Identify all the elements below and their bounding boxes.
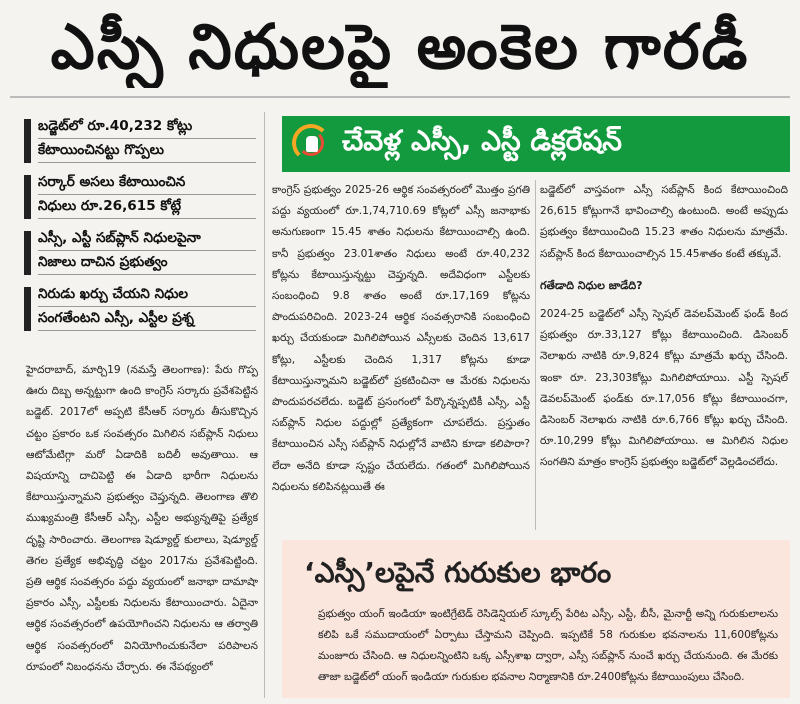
headline-divider <box>10 96 790 98</box>
subhead-line: బడ్జెట్‌లో రూ.40,232 కోట్లు <box>38 115 256 139</box>
subhead-line: ఎస్సీ, ఎస్టీ సబ్‌ప్లాన్ నిధులపైనా <box>38 227 256 251</box>
article-column-3 <box>540 180 788 474</box>
subhead-line: కేటాయించినట్టు గొప్పలు <box>38 139 256 163</box>
article-column-1 <box>26 360 258 678</box>
section-heading: గతేడాది నిధుల జాడేది? <box>540 278 643 292</box>
subhead-line: నిరుడు ఖర్చు చేయని నిధుల <box>38 283 256 307</box>
subhead-line: సంగతేంటని ఎస్సీ, ఎస్టీల ప్రశ్న <box>38 307 256 331</box>
column-divider <box>264 112 265 698</box>
subhead-4 <box>24 280 256 336</box>
column-divider <box>535 180 536 530</box>
subhead-3 <box>24 224 256 280</box>
subhead-1 <box>24 112 256 168</box>
paragraph: 2024-25 బడ్జెట్‌లో ఎస్సీ స్పెషల్ డెవలప్‌మెంట్ ఫండ్ కింద ప్రభుత్వం రూ.33,127 కోట్లు కేటాయించింది. డిసెంబర్ నెలాఖరు నాటికి రూ.9,824 కోట్లు మాత్రమే ఖర్చు చేసింది. ఇంకా రూ. 23,303కోట్లు మిగిలిపోయాయి. ఎస్టీ స్పెషల్ డెవలప్‌మెంట్ ఫండ్‌కు రూ.17,056 కోట్లు కేటాయించగా, డిసెంబర్ నెలాఖరు నాటికి రూ.6,766 కోట్లు ఖర్చు చేసింది. రూ.10,299 కోట్లు మిగిలిపోయాయి. ఆ మిగిలిన నిధుల సంగతిని మాత్రం కాంగ్రెస్ ప్రభుత్వం బడ్జెట్‌లో వెల్లడించలేదు. <box>540 308 788 469</box>
paragraph: బడ్జెట్‌లో వాస్తవంగా ఎస్సీ సబ్‌ప్లాన్ కింద కేటాయించింది 26,615 కోట్లుగానే భావించాల్సి ఉంటుంది. అంటే అప్పుడు ప్రభుత్వం కేటాయించింది 15.23 శాతం నిధులను మాత్రమే. సబ్‌ప్లాన్ కింద కేటాయించాల్సిన 15.45శాతం కంటే తక్కువే. <box>540 184 788 260</box>
article-column-2 <box>272 180 530 498</box>
paragraph: కాంగ్రెస్ ప్రభుత్వం 2025-26 ఆర్థిక సంవత్సరంలో మొత్తం ప్రగతి పద్దు వ్యయంలో రూ.1,74,710.69 కోట్లలో ఎస్సీ జనాభాకు అనుగుణంగా 15.45 శాతం నిధులను కేటాయించాల్సి ఉంది. కానీ ప్రభుత్వం 23.01శాతం నిధులు అంటే రూ.40,232 కోట్లను కేటాయిస్తున్నట్టు చెప్తున్నది. అదేవిధంగా ఎస్టీలకు సంబంధించి 9.8 శాతం అంటే రూ.17,169 కోట్లను పొందుపరిచింది. 2023-24 ఆర్థిక సంవత్సరానికి సంబంధించి ఖర్చు చేయకుండా మిగిలిపోయిన ఎస్సీలకు చెందిన 13,617 కోట్లు, ఎస్టీలకు చెందిన 1,317 కోట్లను కూడా కేటాయిస్తున్నామని బడ్జెట్‌లో ప్రకటించినా ఆ మేరకు నిధులను పొందుపరచలేదు. బడ్జెట్ ప్రసంగంలో పేర్కొన్నప్పటికీ ఎస్సీ, ఎస్టీ సబ్‌ప్లాన్ నిధుల పద్దుల్లో ప్రత్యేకంగా చూపలేదు. ప్రస్తుతం కేటాయించిన ఎస్సీ సబ్‌ప్లాన్ నిధుల్లోనే వాటిని కూడా కలిపారా? లేదా అనేది కూడా స్పష్టం చేయలేదు. గతంలో మిగిలిపోయిన నిధులను కలిపినట్లయితే ఈ <box>272 184 530 493</box>
gurukul-box <box>282 540 790 698</box>
paragraph: హైదరాబాద్, మార్చి19 (నమస్తే తెలంగాణ): పేరు గొప్ప ఊరు దిబ్బ అన్నట్టుగా ఉంది కాంగ్రెస్ సర్కారు ప్రవేశపెట్టిన బడ్జెట్. 2017లో అప్పటి కేసీఆర్ సర్కారు తీసుకొచ్చిన చట్టం ప్రకారం ఒక సంవత్సరం మిగిలిన సబ్‌ప్లాన్ నిధులు ఆటోమేటిగ్గా మరో ఏడాదికి బదిలీ అవుతాయి. ఆ విషయాన్ని దాచిపెట్టి ఈ ఏడాది భారీగా నిధులను కేటాయిస్తున్నామని ప్రభుత్వం చెప్తున్నది. తెలంగాణ తొలి ముఖ్యమంత్రి కేసీఆర్ ఎస్సీ, ఎస్టీల అభ్యున్నతిపై ప్రత్యేక దృష్టి సారించారు. తెలంగాణ షెడ్యూల్డ్ కులాలు, షెడ్యూల్డ్ తెగల ప్రత్యేక అభివృద్ధి చట్టం 2017ను ప్రవేశపెట్టింది. ప్రతి ఆర్థిక సంవత్సరం పద్దు వ్యయంలో జనాభా దామాషా ప్రకారం ఎస్సీ, ఎస్టీలకు నిధులను కేటాయించారు. ఏదైనా ఆర్థిక సంవత్సరంలో ఉపయోగించని నిధులను ఆ తర్వాతి ఆర్థిక సంవత్సరంలో వినియోగించుకునేలా పరిపాలన రూపంలో నిబంధనను చేర్చారు. ఈ నేపథ్యంలో <box>26 364 258 673</box>
subhead-line: సర్కార్ అసలు కేటాయించిన <box>38 171 256 195</box>
congress-hand-logo-icon <box>290 122 334 166</box>
banner-text: చేవెళ్ల ఎస్సీ, ఎస్టీ డిక్లరేషన్ <box>342 124 622 157</box>
subhead-line: నిధులు రూ.26,615 కోట్లే <box>38 195 256 219</box>
gurukul-title: ‘ఎస్సీ’లపైనే గురుకుల భారం <box>304 556 612 589</box>
gurukul-body: ప్రభుత్వం యంగ్ ఇండియా ఇంటిగ్రేటెడ్ రెసిడెన్షియల్ స్కూల్స్ పేరిట ఎస్సీ, ఎస్టీ, బీసీ, మైనార్టీ అన్ని గురుకులాలను కలిపి ఒకే సముదాయంలో ఏర్పాటు చేస్తామని చెప్పింది. ఇప్పటికే 58 గురుకుల భవనాలను 11,600కోట్లను మంజూరు చేసింది. ఆ నిధులన్నింటిని ఒక్క ఎస్సీశాఖ ద్వారా, ఎస్సీ సబ్‌ప్లాన్ నుంచే ఖర్చు చేయనుంది. ఈ మేరకు తాజా బడ్జెట్‌లో యంగ్ ఇండియా గురుకుల భవనాల నిర్మాణానికి రూ.2400కోట్లను కేటాయింపులు చేసింది. <box>318 608 778 683</box>
subhead-line: నిజాలు దాచిన ప్రభుత్వం <box>38 251 256 275</box>
declaration-banner <box>282 116 790 172</box>
headline: ఎస్సీ నిధులపై అంకెల గారడీ <box>50 10 750 83</box>
subheads <box>24 112 256 336</box>
subhead-2 <box>24 168 256 224</box>
